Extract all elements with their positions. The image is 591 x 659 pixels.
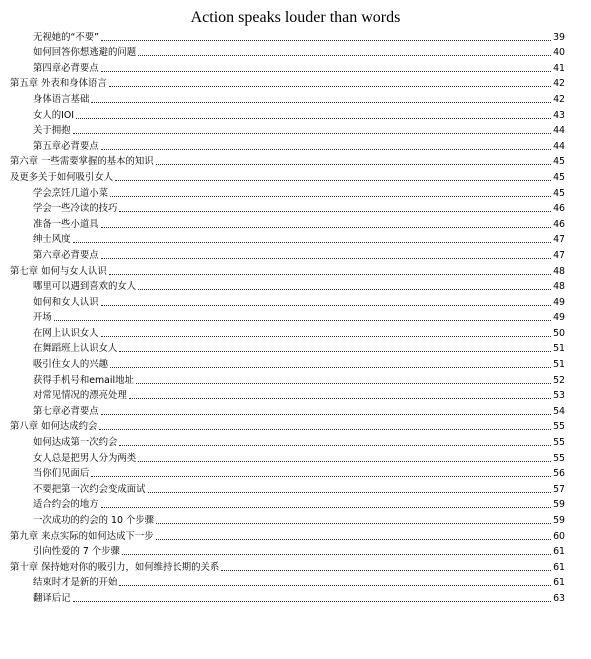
toc-page-number: 42 <box>553 93 565 105</box>
toc-section-entry[interactable] <box>10 402 565 418</box>
toc-section-entry[interactable] <box>10 480 565 496</box>
toc-entry-label: 女人总是把男人分为两类 <box>33 452 137 464</box>
dot-leader <box>99 429 551 430</box>
toc-entry-label: 不要把第一次约会变成面试 <box>33 483 146 495</box>
toc-page-number: 40 <box>553 47 565 59</box>
toc-entry-label: 绅士风度 <box>33 234 71 246</box>
toc-section-entry[interactable] <box>10 122 565 138</box>
toc-section-entry[interactable] <box>10 355 565 371</box>
dot-leader <box>110 367 551 368</box>
dot-leader <box>221 570 551 571</box>
toc-page-number: 61 <box>553 577 565 589</box>
dot-leader <box>101 305 551 306</box>
dot-leader <box>73 133 552 134</box>
toc-section-entry[interactable] <box>10 371 565 387</box>
dot-leader <box>122 554 551 555</box>
dot-leader <box>101 71 551 72</box>
document-title: Action speaks louder than words <box>190 9 401 26</box>
toc-page-number: 48 <box>553 265 565 277</box>
toc-section-entry[interactable] <box>10 231 565 247</box>
dot-leader <box>148 492 552 493</box>
dot-leader <box>54 320 551 321</box>
toc-page-number: 54 <box>553 405 565 417</box>
toc-chapter-entry[interactable] <box>10 262 565 278</box>
toc-entry-label: 第五章必背要点 <box>33 140 99 152</box>
toc-entry-label: 结束时才是新的开始 <box>33 577 118 589</box>
toc-entry-label: 第四章必背要点 <box>33 62 99 74</box>
toc-section-entry[interactable] <box>10 90 565 106</box>
toc-page-number: 49 <box>553 296 565 308</box>
toc-page-number: 44 <box>553 125 565 137</box>
dot-leader <box>101 40 551 41</box>
toc-section-entry[interactable] <box>10 59 565 75</box>
toc-entry-label: 开场 <box>33 312 52 324</box>
dot-leader <box>119 585 551 586</box>
toc-entry-label: 适合约会的地方 <box>33 499 99 511</box>
toc-entry-label: 及更多关于如何吸引女人 <box>10 171 114 183</box>
toc-chapter-entry[interactable] <box>10 558 565 574</box>
toc-chapter-entry[interactable] <box>10 527 565 543</box>
toc-section-entry[interactable] <box>10 137 565 153</box>
dot-leader <box>109 274 551 275</box>
toc-page-number: 49 <box>553 312 565 324</box>
dot-leader <box>101 414 551 415</box>
toc-entry-label: 翻译后记 <box>33 592 71 604</box>
toc-entry-label: 如何回答你想逃避的问题 <box>33 47 137 59</box>
toc-entry-label: 关于拥抱 <box>33 125 71 137</box>
toc-section-entry[interactable] <box>10 246 565 262</box>
toc-page-number: 44 <box>553 140 565 152</box>
toc-entry-label: 在网上认识女人 <box>33 327 99 339</box>
toc-entry-label: 第七章必背要点 <box>33 405 99 417</box>
dot-leader <box>115 180 551 181</box>
toc-page-number: 46 <box>553 218 565 230</box>
toc-entry-label: 身体语言基础 <box>33 93 90 105</box>
toc-page-number: 43 <box>553 109 565 121</box>
toc-section-entry[interactable] <box>10 574 565 590</box>
toc-section-entry[interactable] <box>10 309 565 325</box>
dot-leader <box>156 539 551 540</box>
toc-page-number: 45 <box>553 171 565 183</box>
toc-page-number: 55 <box>553 452 565 464</box>
toc-section-entry[interactable] <box>10 496 565 512</box>
dot-leader <box>101 258 551 259</box>
toc-entry-label: 女人的IOI <box>33 109 75 121</box>
toc-page-number: 59 <box>553 499 565 511</box>
toc-page-number: 55 <box>553 421 565 433</box>
dot-leader <box>119 351 551 352</box>
toc-entry-label: 第七章 如何与女人认识 <box>10 265 107 277</box>
toc-section-entry[interactable] <box>10 465 565 481</box>
toc-entry-label: 第九章 来点实际的如何达成下一步 <box>10 530 154 542</box>
toc-page-number: 53 <box>553 390 565 402</box>
toc-entry-label: 当你们见面后 <box>33 468 90 480</box>
toc-page-number: 41 <box>553 62 565 74</box>
dot-leader <box>119 445 551 446</box>
toc-chapter-entry[interactable] <box>10 75 565 91</box>
table-of-contents <box>10 28 565 605</box>
toc-section-entry[interactable] <box>10 449 565 465</box>
dot-leader <box>73 601 552 602</box>
toc-section-entry[interactable] <box>10 324 565 340</box>
dot-leader <box>119 211 551 212</box>
toc-page-number: 60 <box>553 530 565 542</box>
toc-section-entry[interactable] <box>10 184 565 200</box>
toc-entry-label: 第八章 如何达成约会 <box>10 421 98 433</box>
dot-leader <box>138 289 551 290</box>
toc-entry-label: 学会一些冷读的技巧 <box>33 203 118 215</box>
toc-page-number: 61 <box>553 561 565 573</box>
dot-leader <box>136 383 551 384</box>
toc-page-number: 39 <box>553 31 565 43</box>
toc-section-entry[interactable] <box>10 278 565 294</box>
toc-section-entry[interactable] <box>10 106 565 122</box>
toc-section-entry[interactable] <box>10 511 565 527</box>
toc-section-entry[interactable] <box>10 293 565 309</box>
toc-entry-label: 第十章 保持她对你的吸引力，如何维持长期的关系 <box>10 561 220 573</box>
toc-chapter-entry[interactable] <box>10 418 565 434</box>
toc-entry-label: 如何和女人认识 <box>33 296 99 308</box>
toc-section-entry[interactable] <box>10 589 565 605</box>
toc-entry-label: 在舞蹈班上认识女人 <box>33 343 118 355</box>
toc-section-entry[interactable] <box>10 543 565 559</box>
toc-page-number: 47 <box>553 234 565 246</box>
dot-leader <box>101 507 551 508</box>
toc-page-number: 51 <box>553 359 565 371</box>
toc-page-number: 63 <box>553 592 565 604</box>
dot-leader <box>138 461 551 462</box>
toc-page-number: 45 <box>553 187 565 199</box>
dot-leader <box>101 227 551 228</box>
dot-leader <box>129 398 551 399</box>
toc-entry-label: 无视她的“不要” <box>33 31 99 43</box>
toc-page-number: 61 <box>553 546 565 558</box>
toc-entry-label: 哪里可以遇到喜欢的女人 <box>33 281 137 293</box>
toc-section-entry[interactable] <box>10 215 565 231</box>
toc-entry-label: 第五章 外表和身体语言 <box>10 78 107 90</box>
toc-page-number: 47 <box>553 249 565 261</box>
toc-section-entry[interactable] <box>10 340 565 356</box>
toc-entry-label: 吸引住女人的兴趣 <box>33 359 109 371</box>
toc-chapter-entry[interactable] <box>10 153 565 169</box>
toc-entry-label: 学会烹饪几道小菜 <box>33 187 109 199</box>
dot-leader <box>138 55 551 56</box>
toc-entry-label: 获得手机号和email地址 <box>33 374 134 386</box>
toc-entry-label: 第六章必背要点 <box>33 249 99 261</box>
dot-leader <box>101 336 551 337</box>
toc-entry-label: 对常见情况的漂亮处理 <box>33 390 127 402</box>
toc-page-number: 57 <box>553 483 565 495</box>
toc-section-entry[interactable] <box>10 28 565 44</box>
toc-entry-label: 如何达成第一次约会 <box>33 437 118 449</box>
toc-entry-label: 一次成功的约会的 10 个步骤 <box>33 515 155 526</box>
toc-page-number: 50 <box>553 327 565 339</box>
toc-page-number: 59 <box>553 515 565 526</box>
toc-section-entry[interactable] <box>10 433 565 449</box>
dot-leader <box>76 118 551 119</box>
dot-leader <box>110 196 551 197</box>
dot-leader <box>91 102 551 103</box>
toc-page-number: 55 <box>553 437 565 449</box>
toc-page-number: 42 <box>553 78 565 90</box>
toc-page-number: 45 <box>553 156 565 168</box>
toc-section-entry[interactable] <box>10 387 565 403</box>
dot-leader <box>101 149 551 150</box>
toc-page-number: 56 <box>553 468 565 480</box>
toc-page-number: 51 <box>553 343 565 355</box>
toc-entry-label: 准备一些小道具 <box>33 218 99 230</box>
toc-section-entry[interactable] <box>10 44 565 60</box>
toc-page-number: 46 <box>553 203 565 215</box>
dot-leader <box>156 523 551 524</box>
dot-leader <box>109 86 551 87</box>
toc-page-number: 48 <box>553 281 565 293</box>
toc-chapter-entry[interactable] <box>10 168 565 184</box>
toc-section-entry[interactable] <box>10 200 565 216</box>
dot-leader <box>73 242 552 243</box>
toc-entry-label: 第六章 一些需要掌握的基本的知识 <box>10 156 154 168</box>
toc-entry-label: 引向性爱的 7 个步骤 <box>33 546 120 558</box>
dot-leader <box>156 164 551 165</box>
dot-leader <box>91 476 551 477</box>
toc-page-number: 52 <box>553 374 565 386</box>
